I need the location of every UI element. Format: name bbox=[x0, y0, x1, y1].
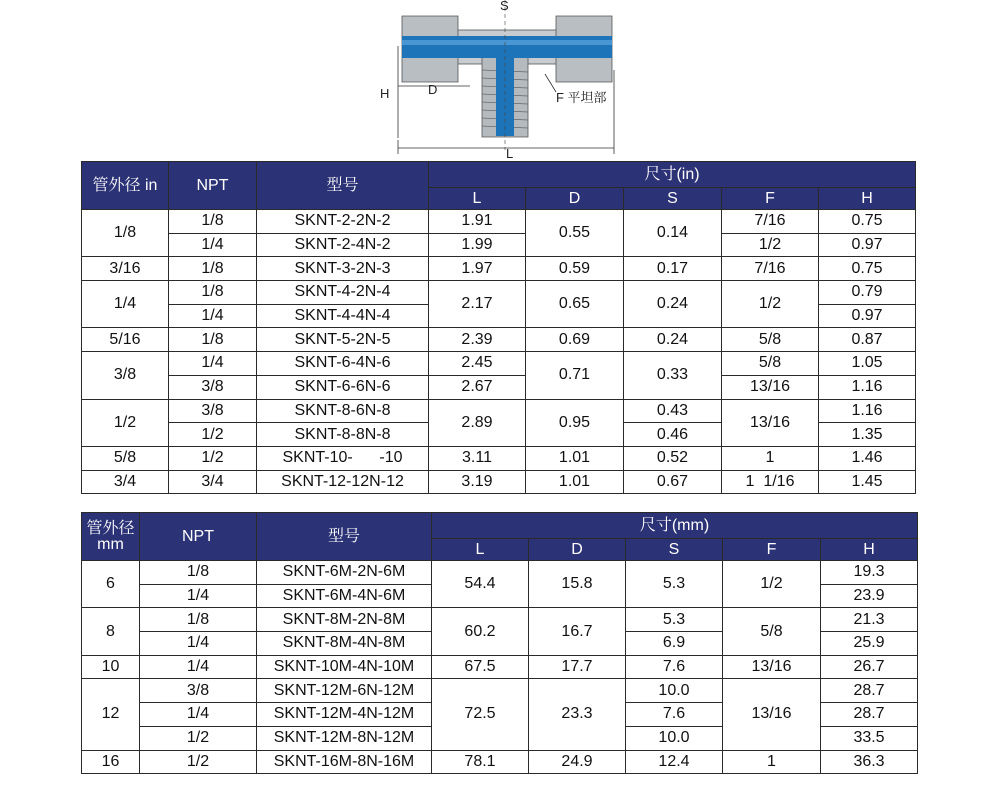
cell-f: 5/8 bbox=[723, 608, 821, 655]
cell-model: SKNT-8M-2N-8M bbox=[257, 608, 432, 632]
cell-l: 2.89 bbox=[429, 399, 526, 446]
cell-s: 10.0 bbox=[626, 679, 723, 703]
cell-model: SKNT-16M-8N-16M bbox=[257, 750, 432, 774]
cell-d: 0.55 bbox=[526, 210, 624, 257]
table-row bbox=[82, 608, 918, 632]
cell-model: SKNT-8-6N-8 bbox=[257, 399, 429, 423]
table-row bbox=[82, 679, 918, 703]
cell-npt: 3/8 bbox=[169, 399, 257, 423]
cell-model: SKNT-4-4N-4 bbox=[257, 304, 429, 328]
cell-h: 19.3 bbox=[821, 561, 918, 585]
spec-table-metric bbox=[81, 512, 918, 774]
cell-f: 7/16 bbox=[722, 257, 819, 281]
cell-od: 3/16 bbox=[82, 257, 169, 281]
cell-l: 78.1 bbox=[432, 750, 529, 774]
cell-od: 5/8 bbox=[82, 446, 169, 470]
cell-d: 23.3 bbox=[529, 679, 626, 750]
table-row bbox=[82, 470, 916, 494]
cell-d: 0.95 bbox=[526, 399, 624, 446]
cell-model: SKNT-8-8N-8 bbox=[257, 423, 429, 447]
cell-f: 1/2 bbox=[722, 281, 819, 328]
cell-d: 1.01 bbox=[526, 446, 624, 470]
cell-npt: 1/4 bbox=[140, 632, 257, 656]
dim-label-f: F 平坦部 bbox=[556, 90, 607, 105]
table-row bbox=[82, 561, 918, 585]
header-f: F bbox=[723, 539, 821, 561]
header-od-line1: 管外径 bbox=[86, 519, 135, 537]
cell-model: SKNT-5-2N-5 bbox=[257, 328, 429, 352]
cell-h: 0.97 bbox=[819, 233, 916, 257]
cell-od: 5/16 bbox=[82, 328, 169, 352]
cell-h: 23.9 bbox=[821, 584, 918, 608]
cell-h: 1.05 bbox=[819, 352, 916, 376]
cell-h: 1.46 bbox=[819, 446, 916, 470]
cell-d: 1.01 bbox=[526, 470, 624, 494]
cell-h: 25.9 bbox=[821, 632, 918, 656]
cell-h: 0.75 bbox=[819, 210, 916, 234]
header-od: 管外径 in bbox=[82, 162, 169, 210]
cell-npt: 1/4 bbox=[169, 304, 257, 328]
header-s: S bbox=[624, 188, 722, 210]
header-od bbox=[82, 513, 140, 561]
cell-f: 1/2 bbox=[722, 233, 819, 257]
cell-f: 1 bbox=[722, 446, 819, 470]
cell-model: SKNT-6M-4N-6M bbox=[257, 584, 432, 608]
cell-s: 7.6 bbox=[626, 655, 723, 679]
cell-h: 26.7 bbox=[821, 655, 918, 679]
header-model: 型号 bbox=[257, 162, 429, 210]
header-npt: NPT bbox=[140, 513, 257, 561]
dim-label-d: D bbox=[428, 82, 438, 97]
header-l: L bbox=[429, 188, 526, 210]
cell-l: 72.5 bbox=[432, 679, 529, 750]
cell-h: 33.5 bbox=[821, 726, 918, 750]
cell-d: 0.71 bbox=[526, 352, 624, 399]
cell-od: 3/8 bbox=[82, 352, 169, 399]
cell-npt: 3/4 bbox=[169, 470, 257, 494]
table-row bbox=[82, 375, 916, 399]
cell-s: 7.6 bbox=[626, 703, 723, 727]
cell-model: SKNT-8M-4N-8M bbox=[257, 632, 432, 656]
table-row bbox=[82, 281, 916, 305]
cell-model: SKNT-12M-6N-12M bbox=[257, 679, 432, 703]
table-row bbox=[82, 750, 918, 774]
cell-npt: 1/8 bbox=[169, 257, 257, 281]
cell-s: 0.33 bbox=[624, 352, 722, 399]
cell-npt: 1/8 bbox=[169, 328, 257, 352]
header-l: L bbox=[432, 539, 529, 561]
cell-npt: 1/4 bbox=[169, 233, 257, 257]
cell-s: 0.43 bbox=[624, 399, 722, 423]
cell-h: 0.75 bbox=[819, 257, 916, 281]
table-row bbox=[82, 233, 916, 257]
cell-d: 17.7 bbox=[529, 655, 626, 679]
header-od-line2: mm bbox=[97, 535, 124, 553]
table-row bbox=[82, 257, 916, 281]
header-h: H bbox=[819, 188, 916, 210]
cell-l: 1.99 bbox=[429, 233, 526, 257]
cell-od: 6 bbox=[82, 561, 140, 608]
cell-l: 67.5 bbox=[432, 655, 529, 679]
cell-f: 13/16 bbox=[723, 655, 821, 679]
header-model: 型号 bbox=[257, 513, 432, 561]
table-row bbox=[82, 352, 916, 376]
cell-od: 1/8 bbox=[82, 210, 169, 257]
cell-npt: 1/2 bbox=[169, 423, 257, 447]
table-row bbox=[82, 655, 918, 679]
header-d: D bbox=[529, 539, 626, 561]
cell-model: SKNT-10- -10 bbox=[257, 446, 429, 470]
cell-npt: 1/8 bbox=[140, 561, 257, 585]
cell-s: 0.67 bbox=[624, 470, 722, 494]
cell-l: 54.4 bbox=[432, 561, 529, 608]
cell-npt: 1/2 bbox=[140, 750, 257, 774]
cell-l: 3.11 bbox=[429, 446, 526, 470]
cell-npt: 3/8 bbox=[140, 679, 257, 703]
cell-f: 1 1/16 bbox=[722, 470, 819, 494]
cell-l: 1.91 bbox=[429, 210, 526, 234]
spec-table-inch bbox=[81, 161, 916, 494]
cell-l: 2.45 bbox=[429, 352, 526, 376]
cell-s: 0.24 bbox=[624, 281, 722, 328]
cell-s: 5.3 bbox=[626, 608, 723, 632]
cell-npt: 1/4 bbox=[169, 352, 257, 376]
cell-h: 1.16 bbox=[819, 399, 916, 423]
cell-d: 0.65 bbox=[526, 281, 624, 328]
cell-d: 24.9 bbox=[529, 750, 626, 774]
dim-label-h: H bbox=[380, 86, 390, 101]
cell-s: 10.0 bbox=[626, 726, 723, 750]
cell-model: SKNT-6-6N-6 bbox=[257, 375, 429, 399]
cell-od: 16 bbox=[82, 750, 140, 774]
table-row bbox=[82, 399, 916, 423]
cell-f: 13/16 bbox=[722, 375, 819, 399]
cell-l: 2.17 bbox=[429, 281, 526, 328]
cell-s: 0.24 bbox=[624, 328, 722, 352]
cell-s: 0.17 bbox=[624, 257, 722, 281]
cell-od: 12 bbox=[82, 679, 140, 750]
cell-d: 16.7 bbox=[529, 608, 626, 655]
cell-h: 0.87 bbox=[819, 328, 916, 352]
cell-d: 15.8 bbox=[529, 561, 626, 608]
cell-d: 0.59 bbox=[526, 257, 624, 281]
cell-f: 5/8 bbox=[722, 328, 819, 352]
cell-npt: 3/8 bbox=[169, 375, 257, 399]
cell-f: 13/16 bbox=[723, 679, 821, 750]
cell-h: 1.16 bbox=[819, 375, 916, 399]
dim-label-l: L bbox=[506, 146, 514, 160]
cell-l: 2.39 bbox=[429, 328, 526, 352]
cell-model: SKNT-6M-2N-6M bbox=[257, 561, 432, 585]
cell-model: SKNT-10M-4N-10M bbox=[257, 655, 432, 679]
tee-fitting-diagram bbox=[370, 0, 640, 160]
cell-od: 10 bbox=[82, 655, 140, 679]
cell-f: 13/16 bbox=[722, 399, 819, 446]
cell-npt: 1/2 bbox=[169, 446, 257, 470]
cell-f: 5/8 bbox=[722, 352, 819, 376]
cell-l: 60.2 bbox=[432, 608, 529, 655]
cell-npt: 1/2 bbox=[140, 726, 257, 750]
header-npt: NPT bbox=[169, 162, 257, 210]
cell-d: 0.69 bbox=[526, 328, 624, 352]
table-row bbox=[82, 328, 916, 352]
cell-s: 0.52 bbox=[624, 446, 722, 470]
cell-npt: 1/4 bbox=[140, 703, 257, 727]
header-d: D bbox=[526, 188, 624, 210]
cell-model: SKNT-2-4N-2 bbox=[257, 233, 429, 257]
cell-h: 1.45 bbox=[819, 470, 916, 494]
table-row bbox=[82, 210, 916, 234]
cell-model: SKNT-2-2N-2 bbox=[257, 210, 429, 234]
cell-f: 1/2 bbox=[723, 561, 821, 608]
cell-model: SKNT-4-2N-4 bbox=[257, 281, 429, 305]
header-s: S bbox=[626, 539, 723, 561]
table-row bbox=[82, 446, 916, 470]
cell-h: 0.97 bbox=[819, 304, 916, 328]
cell-s: 0.14 bbox=[624, 210, 722, 257]
cell-model: SKNT-6-4N-6 bbox=[257, 352, 429, 376]
cell-npt: 1/8 bbox=[169, 210, 257, 234]
cell-f: 1 bbox=[723, 750, 821, 774]
cell-od: 1/4 bbox=[82, 281, 169, 328]
cell-model: SKNT-3-2N-3 bbox=[257, 257, 429, 281]
cell-f: 7/16 bbox=[722, 210, 819, 234]
cell-npt: 1/8 bbox=[140, 608, 257, 632]
cell-s: 6.9 bbox=[626, 632, 723, 656]
cell-od: 3/4 bbox=[82, 470, 169, 494]
cell-npt: 1/8 bbox=[169, 281, 257, 305]
cell-s: 0.46 bbox=[624, 423, 722, 447]
cell-h: 28.7 bbox=[821, 679, 918, 703]
cell-od: 8 bbox=[82, 608, 140, 655]
cell-l: 2.67 bbox=[429, 375, 526, 399]
header-dimensions: 尺寸(in) bbox=[429, 162, 916, 188]
cell-model: SKNT-12-12N-12 bbox=[257, 470, 429, 494]
header-h: H bbox=[821, 539, 918, 561]
cell-npt: 1/4 bbox=[140, 584, 257, 608]
cell-h: 1.35 bbox=[819, 423, 916, 447]
header-dimensions: 尺寸(mm) bbox=[432, 513, 918, 539]
cell-l: 3.19 bbox=[429, 470, 526, 494]
cell-h: 0.79 bbox=[819, 281, 916, 305]
cell-model: SKNT-12M-4N-12M bbox=[257, 703, 432, 727]
cell-h: 36.3 bbox=[821, 750, 918, 774]
cell-od: 1/2 bbox=[82, 399, 169, 446]
cell-h: 21.3 bbox=[821, 608, 918, 632]
cell-h: 28.7 bbox=[821, 703, 918, 727]
cell-npt: 1/4 bbox=[140, 655, 257, 679]
cell-s: 12.4 bbox=[626, 750, 723, 774]
cell-model: SKNT-12M-8N-12M bbox=[257, 726, 432, 750]
cell-s: 5.3 bbox=[626, 561, 723, 608]
header-f: F bbox=[722, 188, 819, 210]
cell-l: 1.97 bbox=[429, 257, 526, 281]
dim-label-s: S bbox=[500, 0, 509, 13]
